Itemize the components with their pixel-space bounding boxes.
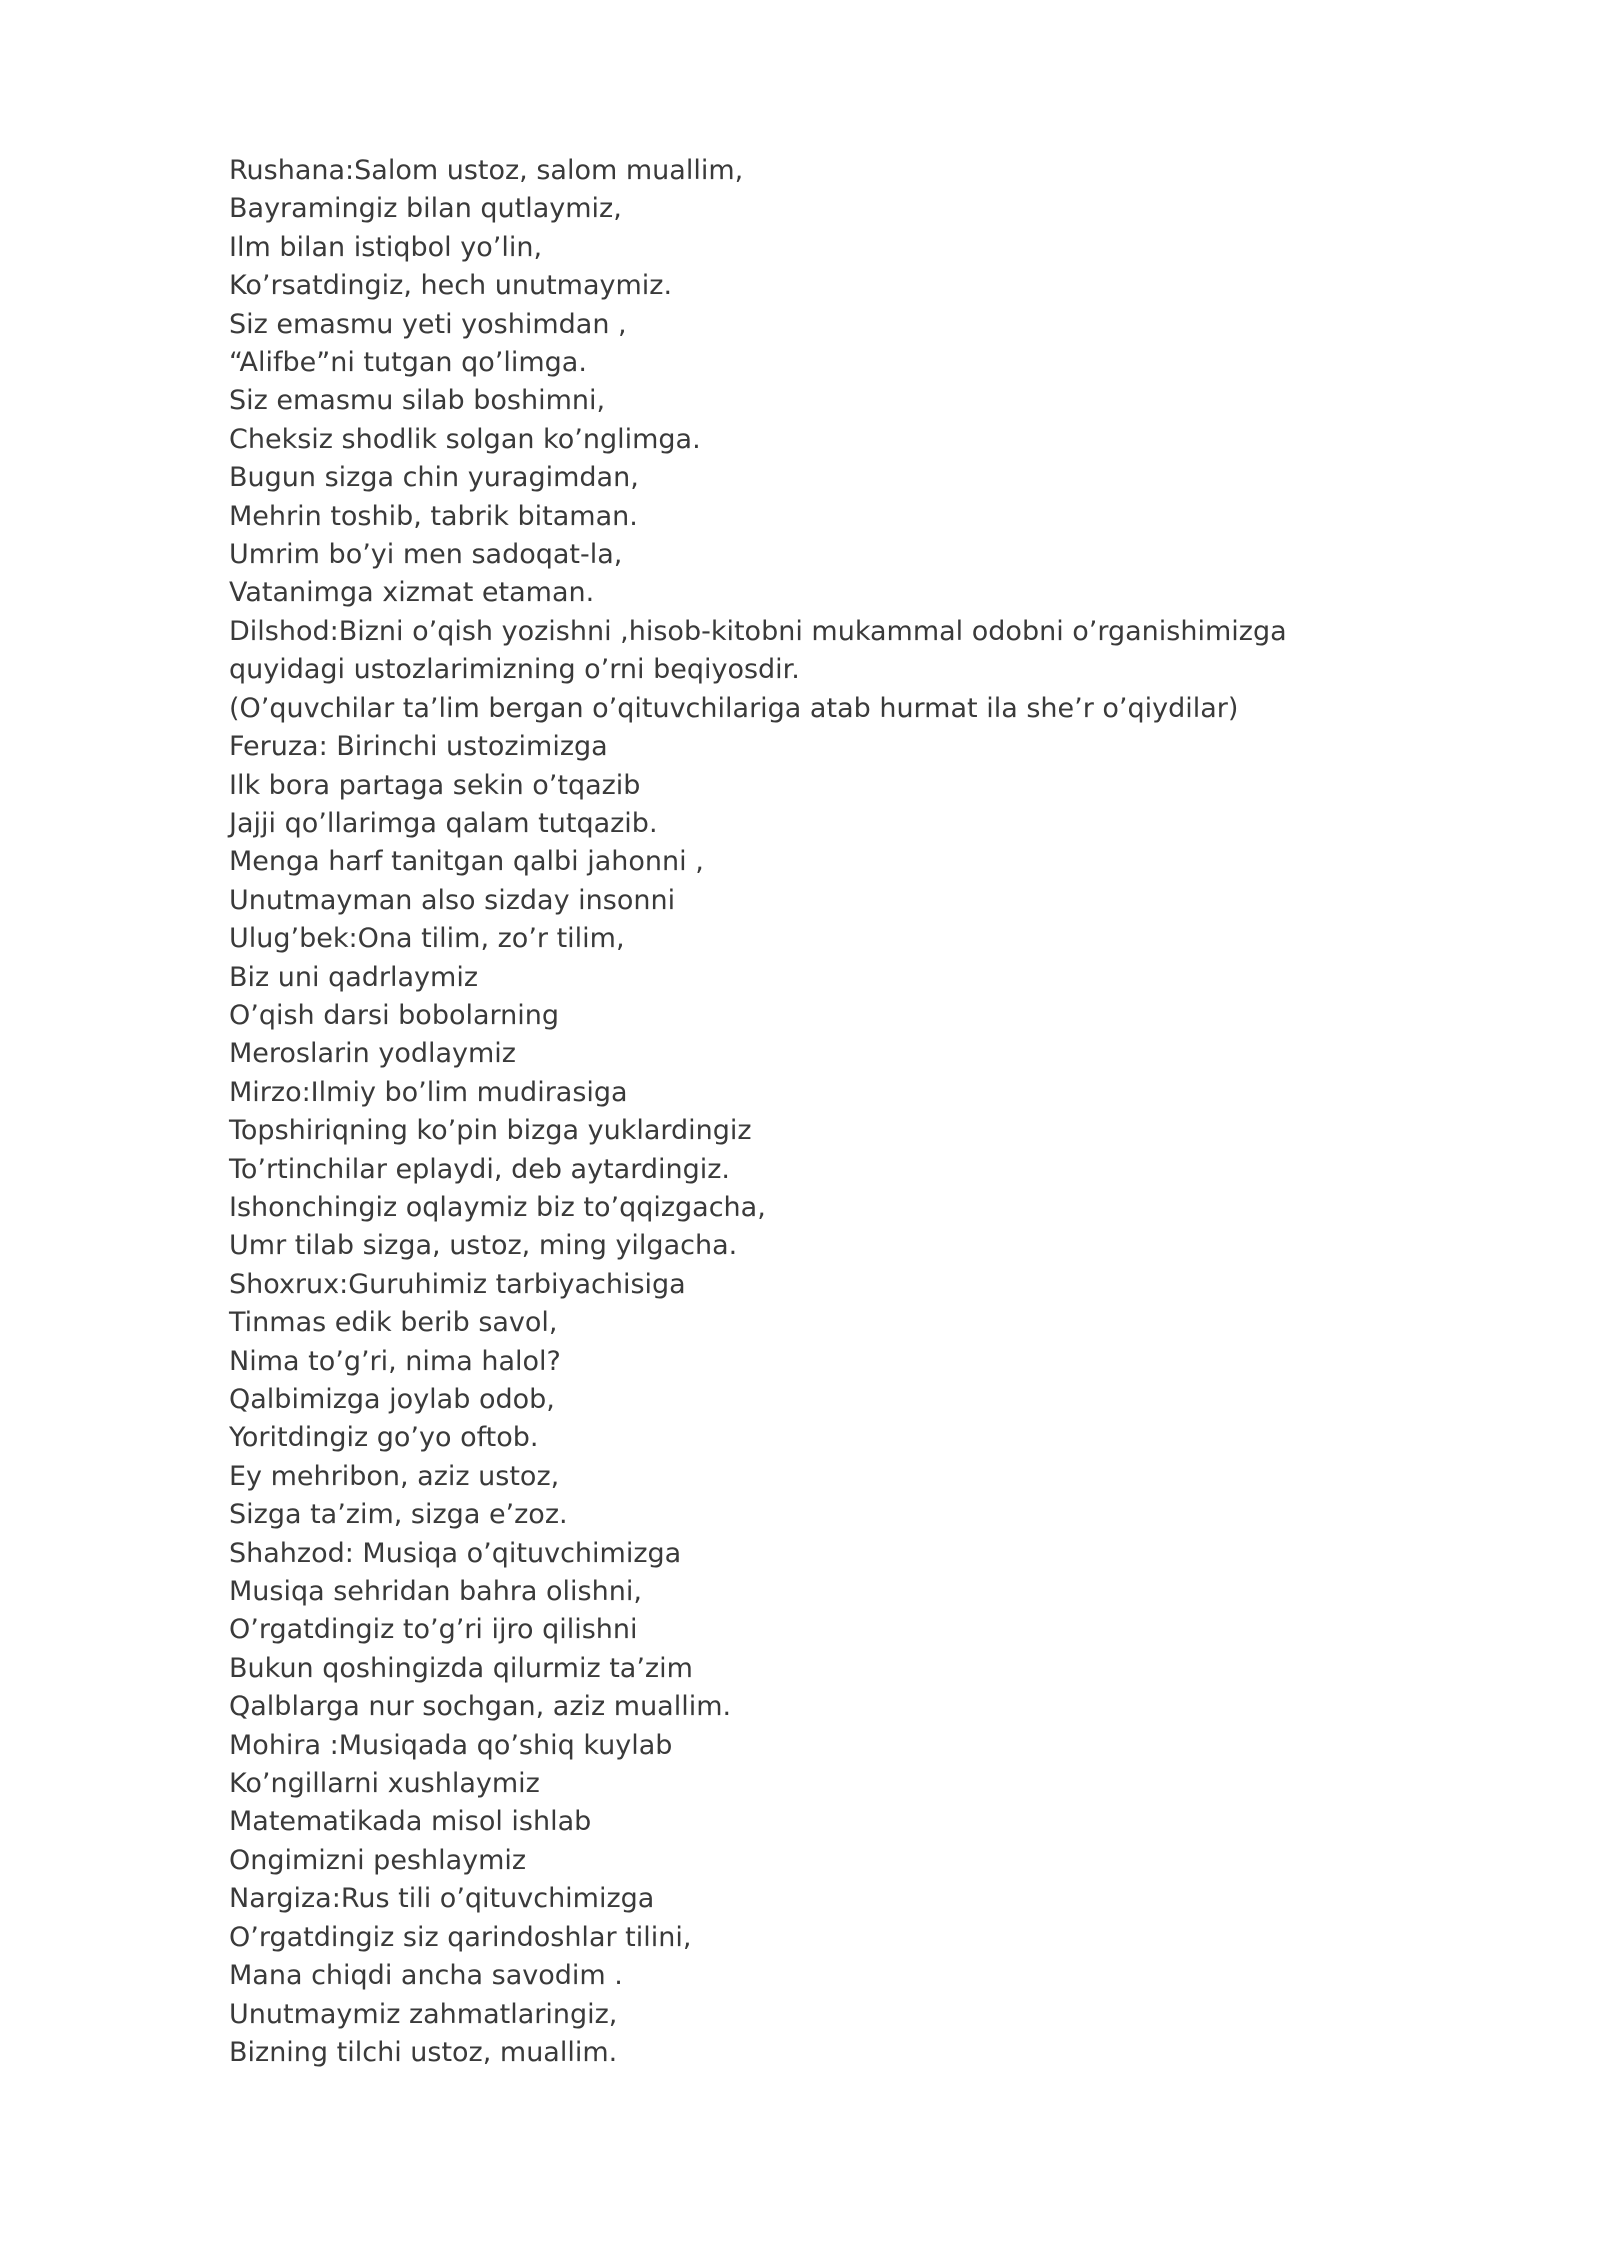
text-line: Menga harf tanitgan qalbi jahonni , — [229, 846, 704, 878]
text-line: Matematikada misol ishlab — [229, 1806, 592, 1838]
text-line: Mehrin toshib, tabrik bitaman. — [229, 500, 638, 532]
text-line: Musiqa sehridan bahra olishni, — [229, 1576, 642, 1608]
text-line: Ulug’bek:Ona tilim, zo’r tilim, — [229, 923, 625, 955]
text-line: Umrim bo’yi men sadoqat-la, — [229, 539, 623, 571]
text-line: Qalblarga nur sochgan, aziz muallim. — [229, 1691, 732, 1723]
poem-text-block — [229, 152, 1389, 2072]
text-line: Qalbimizga joylab odob, — [229, 1384, 555, 1415]
text-line: Mana chiqdi ancha savodim . — [229, 1960, 623, 1992]
text-line: Nima to’g’ri, nima halol? — [229, 1345, 561, 1377]
text-line: Siz emasmu yeti yoshimdan , — [229, 308, 627, 340]
text-line: Rushana:Salom ustoz, salom muallim, — [229, 155, 744, 186]
text-line: Ilm bilan istiqbol yo’lin, — [229, 231, 543, 263]
text-line: Umr tilab sizga, ustoz, ming yilgacha. — [229, 1230, 738, 1262]
text-line: Bayramingiz bilan qutlaymiz, — [229, 193, 622, 225]
text-line: Ko’ngillarni xushlaymiz — [229, 1768, 540, 1800]
text-line: Ishonchingiz oqlaymiz biz to’qqizgacha, — [229, 1191, 766, 1223]
text-line: Feruza: Birinchi ustozimizga — [229, 731, 608, 763]
text-line: Ongimizni peshlaymiz — [229, 1844, 527, 1876]
text-line: Ko’rsatdingiz, hech unutmaymiz. — [229, 270, 673, 302]
text-line: Shoxrux:Guruhimiz tarbiyachisiga — [229, 1268, 686, 1300]
text-line: Ey mehribon, aziz ustoz, — [229, 1460, 560, 1492]
text-line: Topshiriqning ko’pin bizga yuklardingiz — [229, 1115, 752, 1147]
text-line: Meroslarin yodlaymiz — [229, 1038, 516, 1070]
text-line: Unutmayman also sizday insonni — [229, 884, 676, 916]
text-line: Siz emasmu silab boshimni, — [229, 385, 606, 417]
text-line: Tinmas edik berib savol, — [229, 1307, 558, 1339]
text-line: Mohira :Musiqada qo’shiq kuylab — [229, 1729, 673, 1761]
text-line: Sizga ta’zim, sizga e’zoz. — [229, 1499, 568, 1531]
text-line: To’rtinchilar eplaydi, deb aytardingiz. — [229, 1153, 730, 1185]
text-line: Mirzo:Ilmiy bo’lim mudirasiga — [229, 1076, 628, 1108]
text-line: Bukun qoshingizda qilurmiz ta’zim — [229, 1652, 693, 1684]
text-line: Nargiza:Rus tili o’qituvchimizga — [229, 1883, 655, 1915]
text-line: Vatanimga xizmat etaman. — [229, 577, 595, 609]
text-line: Jajji qo’llarimga qalam tutqazib. — [229, 807, 658, 839]
text-line: Bugun sizga chin yuragimdan, — [229, 462, 639, 494]
text-line: “Alifbe”ni tutgan qo’limga. — [229, 347, 587, 379]
text-line: (O’quvchilar ta’lim bergan o’qituvchilariga atab hurmat ila she’r o’qiydilar) — [229, 692, 1239, 724]
text-line: Cheksiz shodlik solgan ko’nglimga. — [229, 423, 701, 455]
text-line: Unutmaymiz zahmatlaringiz, — [229, 1998, 618, 2030]
text-line: Dilshod:Bizni o’qish yozishni ,hisob-kitobni mukammal odobni o’rganishimizga quyidagi ustozlarimizning o’rni beqiyosdir. — [229, 615, 1296, 686]
text-line: O’rgatdingiz to’g’ri ijro qilishni — [229, 1614, 638, 1646]
text-line: O’rgatdingiz siz qarindoshlar tilini, — [229, 1921, 692, 1953]
text-line: Yoritdingiz go’yo oftob. — [229, 1422, 539, 1454]
text-line: Biz uni qadrlaymiz — [229, 961, 479, 993]
text-line: O’qish darsi bobolarning — [229, 999, 560, 1031]
text-line: Bizning tilchi ustoz, muallim. — [229, 2036, 618, 2068]
text-line: Shahzod: Musiqa o’qituvchimizga — [229, 1537, 682, 1569]
text-line: Ilk bora partaga sekin o’tqazib — [229, 769, 641, 801]
